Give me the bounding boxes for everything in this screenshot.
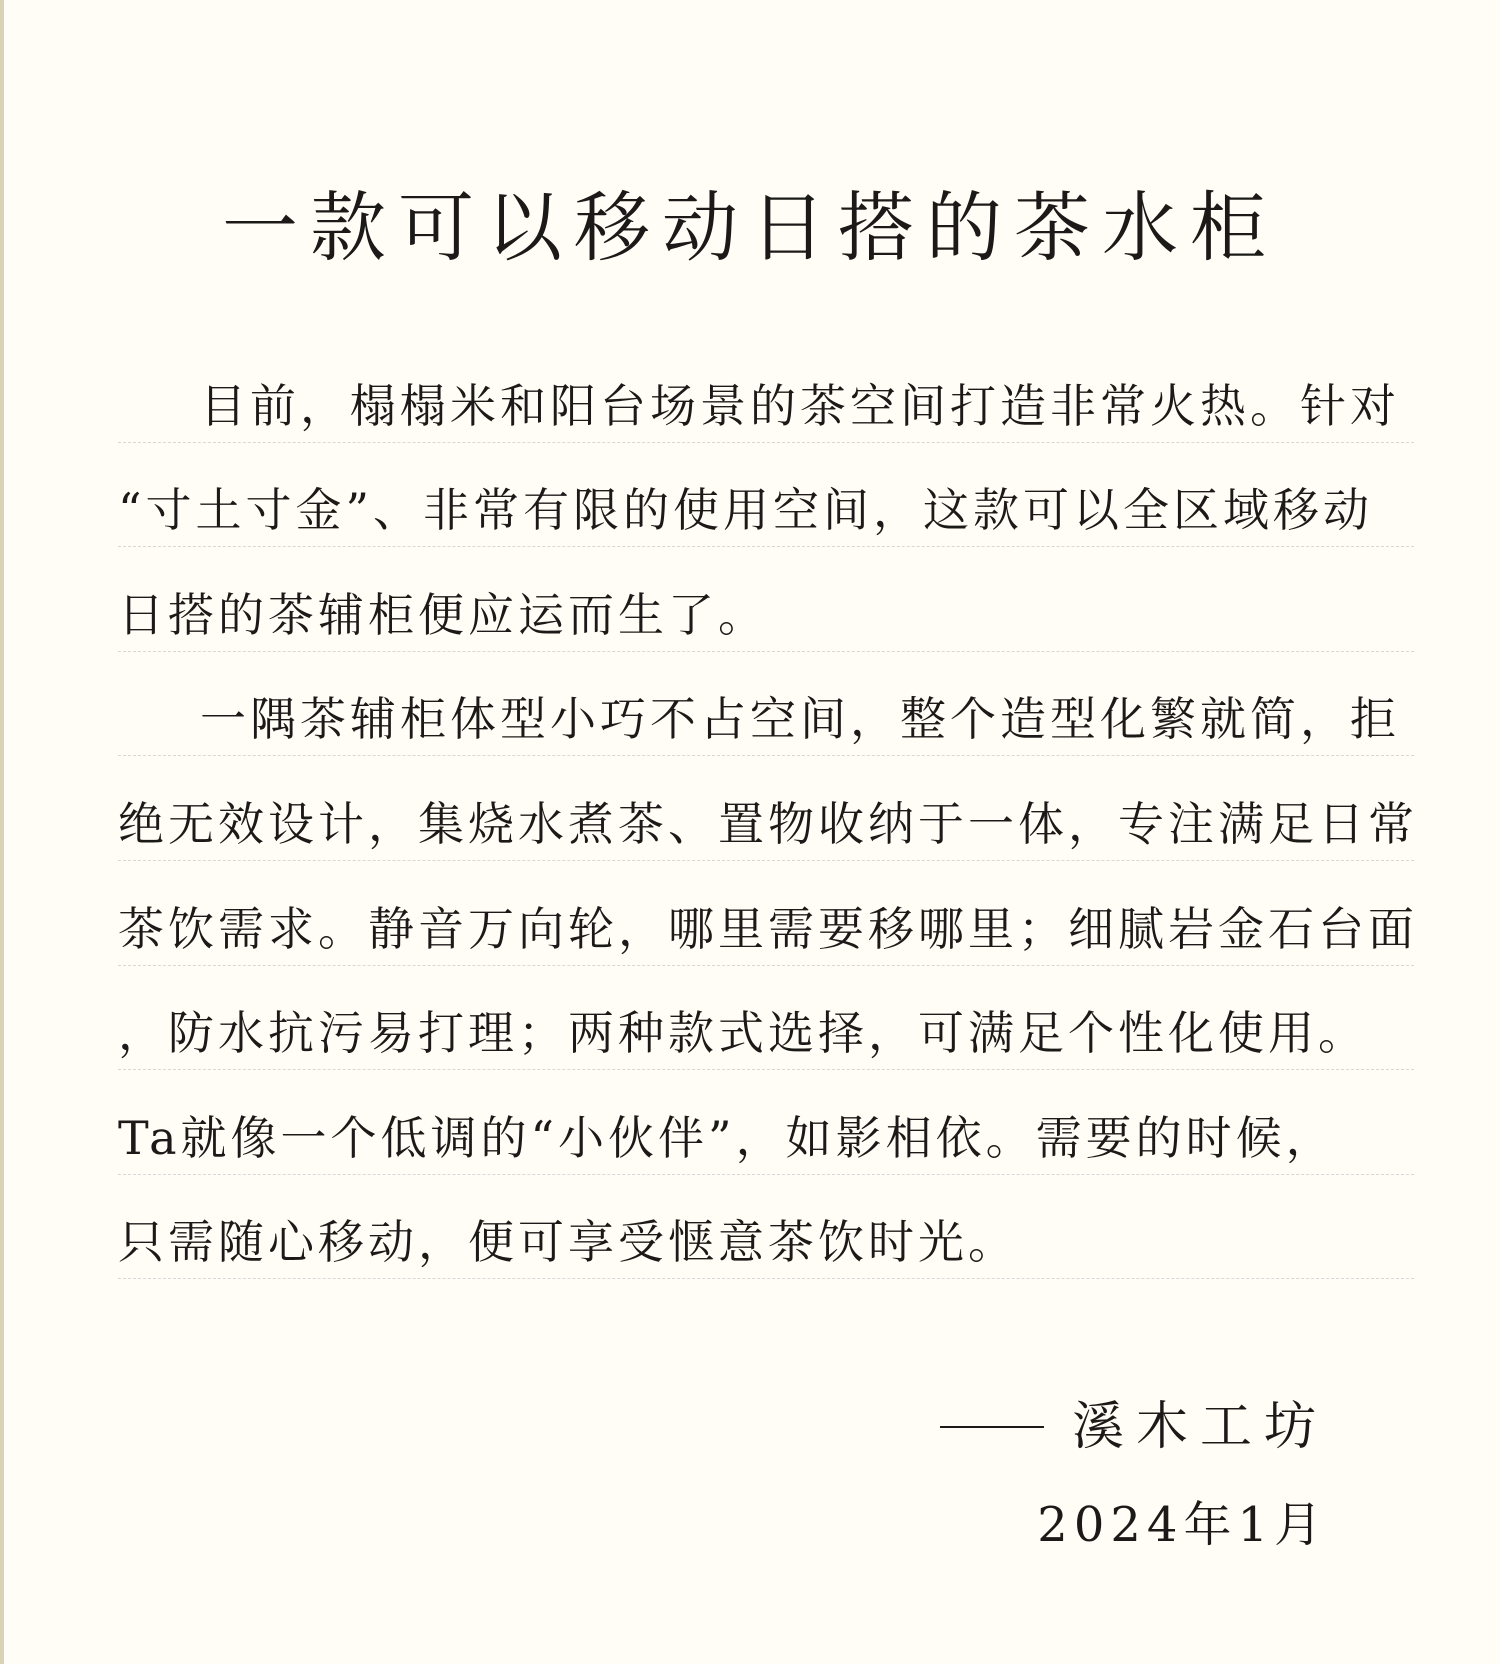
ruled-line — [118, 1070, 1414, 1175]
ruled-line — [118, 756, 1418, 861]
document-title: 一款可以移动日搭的茶水柜 — [222, 183, 1278, 272]
text-line-2: “寸土寸金”、非常有限的使用空间，这款可以全区域移动 — [118, 483, 1374, 538]
ruled-line — [118, 338, 1414, 443]
text-line-5: 绝无效设计，集烧水煮茶、置物收纳于一体，专注满足日常 — [118, 796, 1418, 851]
ruled-text-area — [118, 338, 1418, 1279]
signature-dash — [940, 1426, 1044, 1428]
ruled-line — [118, 547, 1414, 652]
ruled-line — [118, 1175, 1414, 1280]
ruled-line — [118, 861, 1418, 966]
text-line-6: 茶饮需求。静音万向轮，哪里需要移哪里；细腻岩金石台面 — [118, 901, 1418, 956]
ruled-line — [118, 966, 1414, 1071]
text-line-3: 日搭的茶辅柜便应运而生了。 — [118, 587, 768, 642]
date-line: 2024年1月 — [1037, 1497, 1328, 1553]
ruled-line — [118, 652, 1414, 757]
text-line-7: ，防水抗污易打理；两种款式选择，可满足个性化使用。 — [118, 1006, 1368, 1061]
ruled-line — [118, 443, 1414, 548]
text-line-1: 目前，榻榻米和阳台场景的茶空间打造非常火热。针对 — [200, 378, 1400, 433]
text-line-8: Ta就像一个低调的“小伙伴”，如影相依。需要的时候， — [118, 1110, 1336, 1165]
text-line-9: 只需随心移动，便可享受惬意茶饮时光。 — [118, 1215, 1018, 1270]
signature — [940, 1392, 1328, 1462]
signature-name: 溪木工坊 — [1071, 1397, 1328, 1457]
text-line-4: 一隅茶辅柜体型小巧不占空间，整个造型化繁就简，拒 — [200, 692, 1400, 747]
